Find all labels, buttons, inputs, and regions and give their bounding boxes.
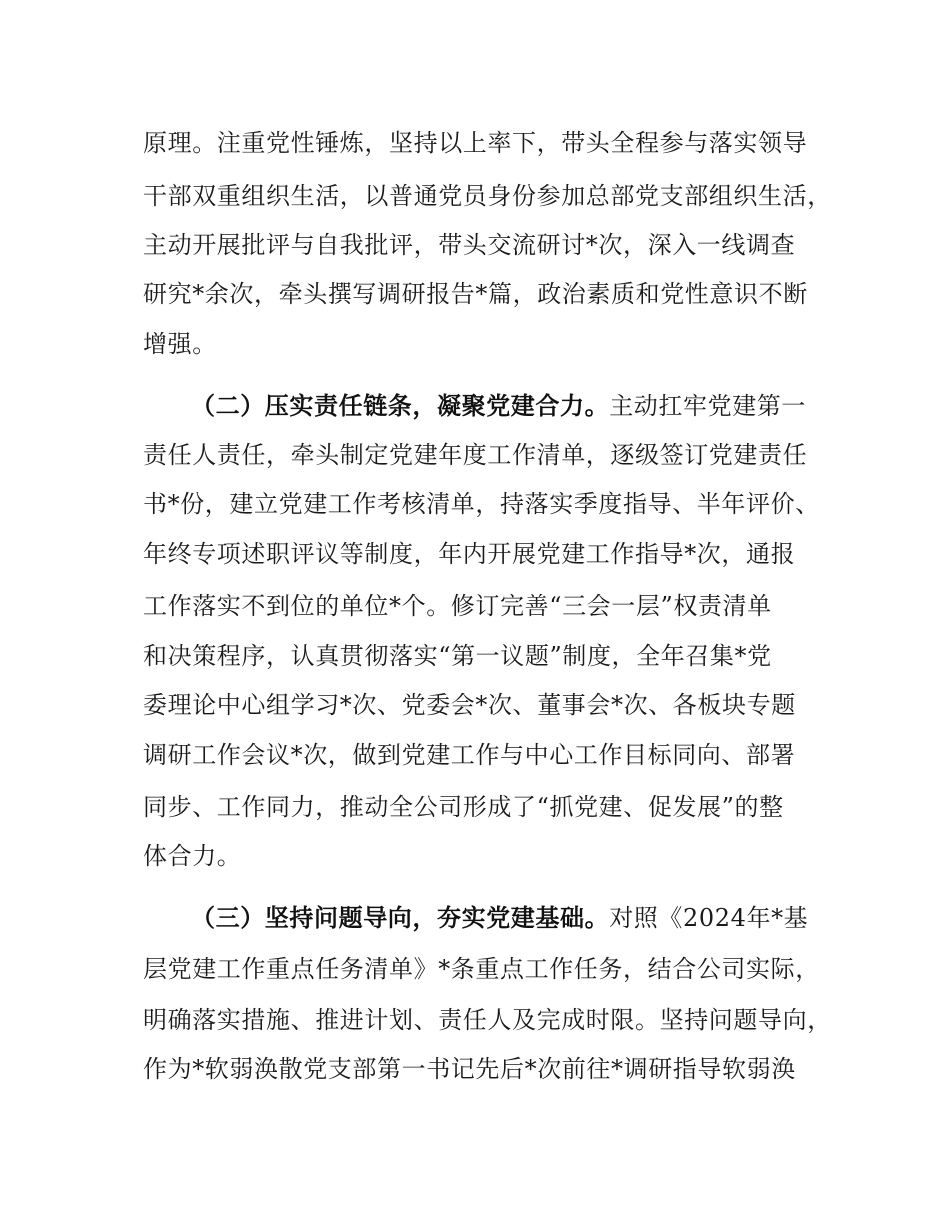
paragraph-line: 作为*软弱涣散党支部第一书记先后*次前往*调研指导软弱涣	[143, 1055, 796, 1083]
paragraph-line: 主动开展批评与自我批评，带头交流研讨*次，深入一线调查	[143, 231, 796, 259]
paragraph-line: 层党建工作重点任务清单》*条重点工作任务，结合公司实际，	[143, 955, 820, 983]
section-text: 主动扛牢党建第一	[609, 392, 807, 420]
paragraph-line: 调研工作会议*次，做到党建工作与中心工作目标同向、部署	[143, 741, 796, 769]
paragraph-line: 责任人责任，牵头制定党建年度工作清单，逐级签订党建责任	[143, 441, 808, 469]
section-heading: （二）压实责任链条，凝聚党建合力。	[191, 392, 610, 420]
paragraph-line: 干部双重组织生活，以普通党员身份参加总部党支部组织生活，	[143, 182, 832, 210]
paragraph-line: 年终专项述职评议等制度，年内开展党建工作指导*次，通报	[143, 540, 796, 568]
paragraph-line: 体合力。	[143, 842, 242, 870]
paragraph-line: 明确落实措施、推进计划、责任人及完成时限。坚持问题导向，	[143, 1006, 832, 1034]
section-text: 对照《2024年*基	[609, 904, 809, 932]
paragraph-line: 研究*余次，牵头撰写调研报告*篇，政治素质和党性意识不断	[143, 280, 808, 308]
paragraph-line: 增强。	[143, 330, 217, 358]
paragraph-line: 和决策程序，认真贯彻落实“第一议题”制度，全年召集*党	[143, 642, 772, 670]
paragraph-line: 原理。注重党性锤炼，坚持以上率下，带头全程参与落实领导	[143, 129, 808, 157]
section-first-line	[191, 390, 806, 422]
paragraph-line: 书*份，建立党建工作考核清单，持落实季度指导、半年评价、	[143, 490, 820, 518]
paragraph-line: 委理论中心组学习*次、党委会*次、董事会*次、各板块专题	[143, 691, 796, 719]
paragraph-line: 同步、工作同力，推动全公司形成了“抓党建、促发展”的整	[143, 793, 784, 821]
section-heading: （三）坚持问题导向，夯实党建基础。	[191, 904, 610, 932]
section-first-line	[191, 902, 808, 934]
paragraph-line: 工作落实不到位的单位*个。修订完善“三会一层”权责清单	[143, 592, 772, 620]
